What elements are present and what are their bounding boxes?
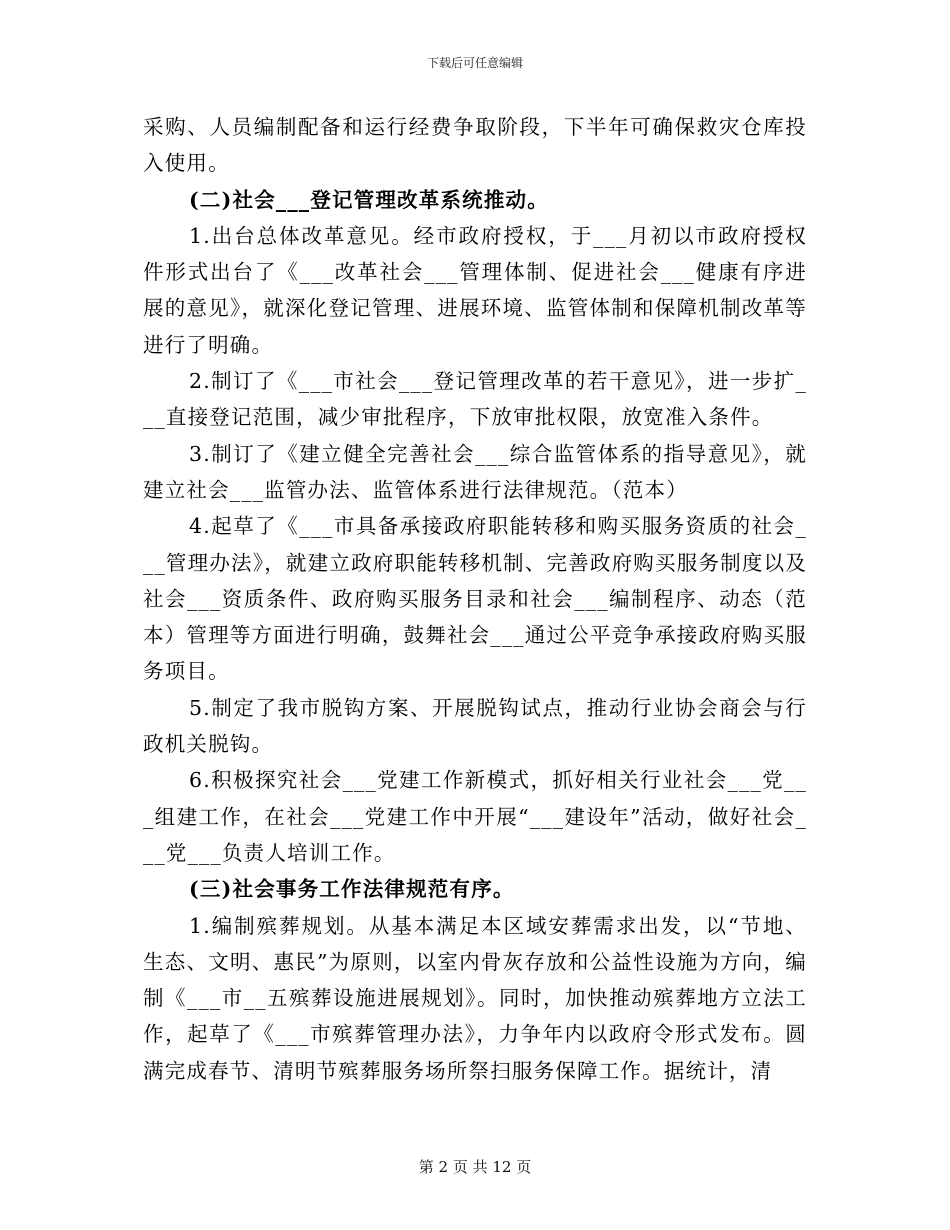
document-body bbox=[143, 109, 807, 1089]
paragraph-item-funeral-planning: 1.编制殡葬规划。从基本满足本区域安葬需求出发，以“节地、生态、文明、惠民”为原则，以室内骨灰存放和公益性设施为方向，编制《___市__五殡葬设施进展规划》。同时，加快推动殡葬地方立法工作，起草了《___市殡葬管理办法》，力争年内以政府令形式发布。圆满完成春节、清明节殡葬服务场所祭扫服务保障工作。据统计，清 bbox=[143, 913, 807, 1083]
paragraph-item-3: 3.制订了《建立健全完善社会___综合监管体系的指导意见》，就建立社会___监管办法、监管体系进行法律规范。（范本） bbox=[143, 441, 807, 502]
section-heading-2: (二)社会___登记管理改革系统推动。 bbox=[189, 187, 549, 212]
paragraph-item-1: 1.出台总体改革意见。经市政府授权，于___月初以市政府授权件形式出台了《___改革社会___管理体制、促进社会___健康有序进展的意见》，就深化登记管理、进展环境、监管体制和保障机制改革等进行了明确。 bbox=[143, 223, 807, 357]
paragraph-item-2: 2.制订了《___市社会___登记管理改革的若干意见》，进一步扩___直接登记范围，减少审批程序，下放审批权限，放宽准入条件。 bbox=[143, 369, 807, 430]
paragraph-item-5: 5.制定了我市脱钩方案、开展脱钩试点，推动行业协会商会与行政机关脱钩。 bbox=[143, 695, 807, 757]
paragraph-item-4: 4.起草了《___市具备承接政府职能转移和购买服务资质的社会___管理办法》，就建立政府职能转移机制、完善政府购买服务制度以及社会___资质条件、政府购买服务目录和社会___编制程序、动态（范本）管理等方面进行明确，鼓舞社会___通过公平竞争承接政府购买服务项目。 bbox=[143, 514, 807, 684]
page-number: 第 2 页 共 12 页 bbox=[418, 1158, 532, 1176]
section-heading-3: (三)社会事务工作法律规范有序。 bbox=[189, 877, 515, 902]
paragraph-continuation: 采购、人员编制配备和运行经费争取阶段，下半年可确保救灾仓库投入使用。 bbox=[143, 115, 807, 176]
page-header-note: 下载后可任意编辑 bbox=[426, 56, 523, 70]
paragraph-item-6: 6.积极探究社会___党建工作新模式，抓好相关行业社会___党___组建工作，在社会___党建工作中开展“___建设年”活动，做好社会___党___负责人培训工作。 bbox=[143, 768, 807, 865]
